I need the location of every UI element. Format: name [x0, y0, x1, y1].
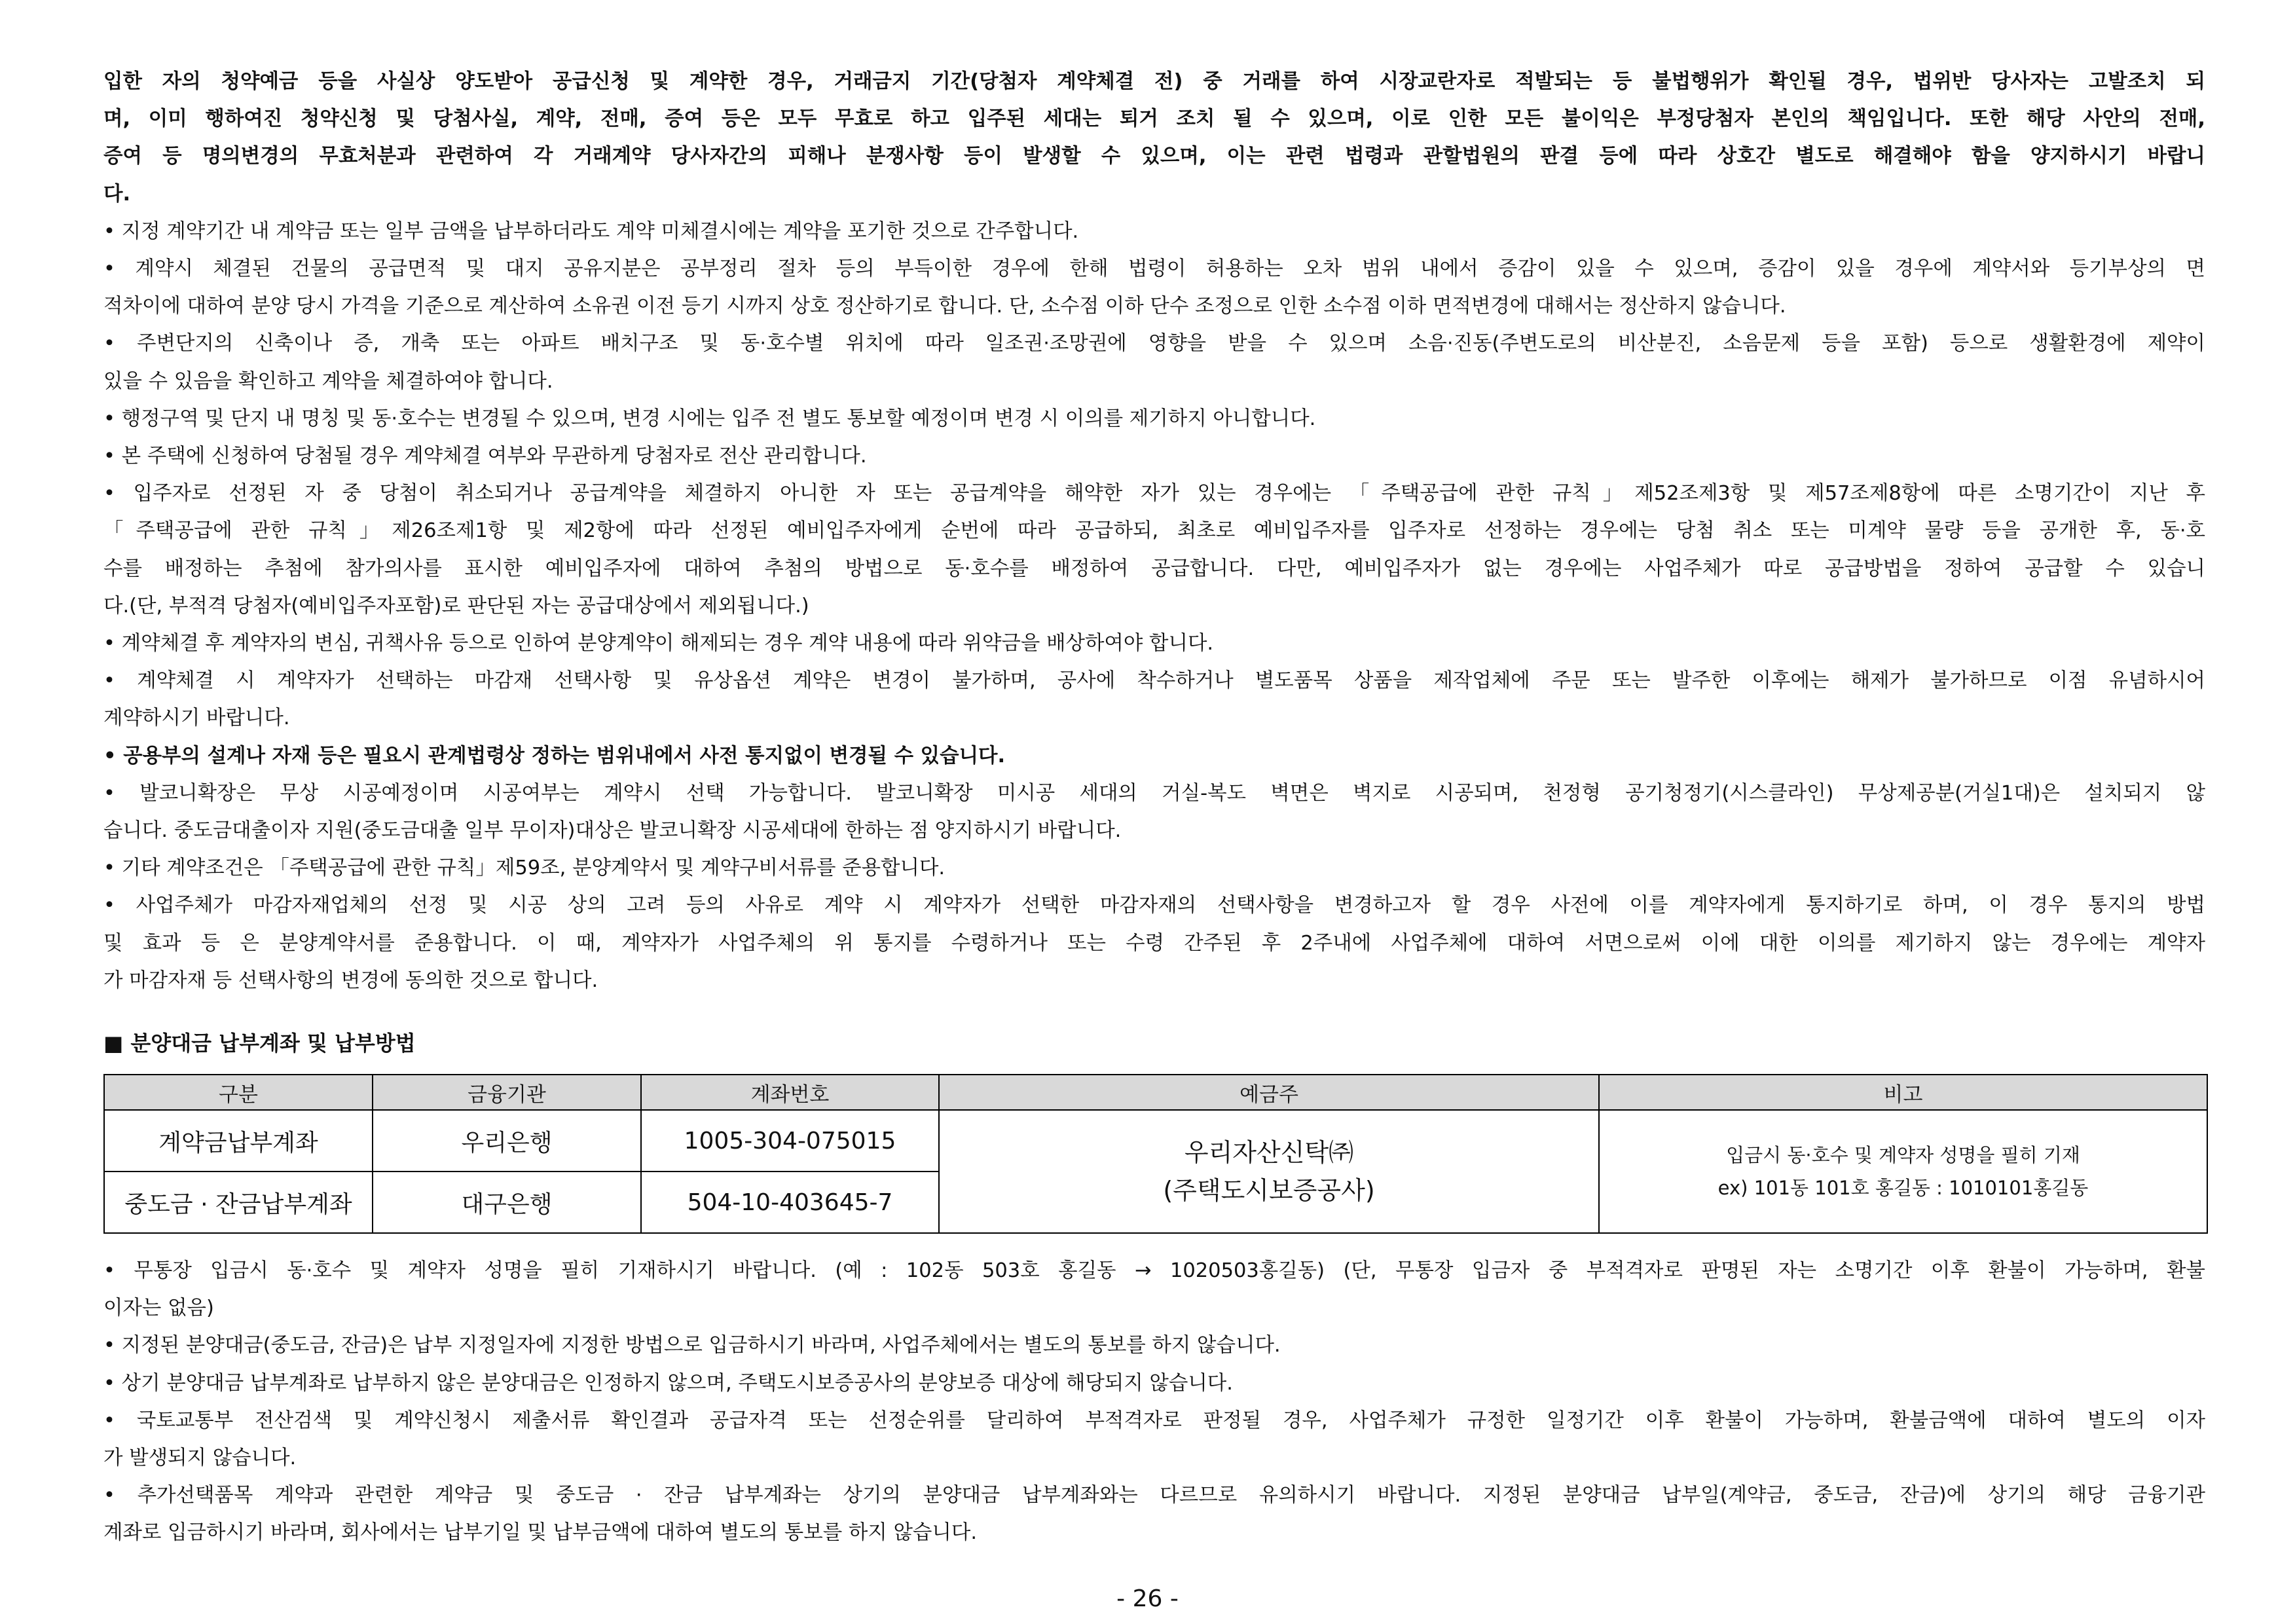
text-line: 있을 수 있음을 확인하고 계약을 체결하여야 합니다. — [103, 369, 553, 393]
header-payee: 예금주 — [939, 1075, 1599, 1110]
section-title: ■ 분양대금 납부계좌 및 납부방법 — [103, 1031, 416, 1056]
text-line: • 발코니확장은 무상 시공예정이며 시공여부는 계약시 선택 가능합니다. 발코니확장 미시공 세대의 거실-복도 벽면은 벽지로 시공되며, 천정형 공기청정기(시스클라인) 무상제공분(거실1대)은 설치되지 않 — [103, 781, 2205, 805]
text-line: 「주택공급에 관한 규칙」제26조제1항 및 제2항에 따라 선정된 예비입주자에게 순번에 따라 공급하되, 최초로 예비입주자를 입주자로 선정하는 경우에는 당첨 취소 또는 미계약 물량 등을 공개한 후, 동·호 — [103, 519, 2205, 543]
text-line: • 사업주체가 마감자재업체의 선정 및 시공 상의 고려 등의 사유로 계약 시 계약자가 선택한 마감자재의 선택사항을 변경하고자 할 경우 사전에 이를 계약자에게 통지하기로 하며, 이 경우 통지의 방법 — [103, 894, 2205, 917]
text-line: 수를 배정하는 추첨에 참가의사를 표시한 예비입주자에 대하여 추첨의 방법으로 동·호수를 배정하여 공급합니다. 다만, 예비입주자가 없는 경우에는 사업주체가 따로 공급방법을 정하여 공급할 수 있습니 — [103, 557, 2205, 580]
text-line: 입한 자의 청약예금 등을 사실상 양도받아 공급신청 및 계약한 경우, 거래금지 기간(당첨자 계약체결 전) 중 거래를 하여 시장교란자로 적발되는 등 불법행위가 확인될 경우, 법위반 당사자는 고발조치 되 — [103, 70, 2205, 93]
text-line: • 본 주택에 신청하여 당첨될 경우 계약체결 여부와 무관하게 당첨자로 전산 관리합니다. — [103, 445, 867, 468]
header-bank: 금융기관 — [373, 1075, 641, 1110]
text-line: 계약하시기 바랍니다. — [103, 707, 290, 730]
text-line: • 주변단지의 신축이나 증, 개축 또는 아파트 배치구조 및 동·호수별 위치에 따라 일조권·조망권에 영향을 받을 수 있으며 소음·진동(주변도로의 비산분진, 소음문제 등을 포함) 등으로 생활환경에 제약이 — [103, 332, 2205, 356]
text-line: 가 마감자재 등 선택사항의 변경에 동의한 것으로 합니다. — [103, 969, 598, 992]
text-line: 및 효과 등 은 분양계약서를 준용합니다. 이 때, 계약자가 사업주체의 위 통지를 수령하거나 또는 수령 간주된 후 2주내에 사업주체에 대하여 서면으로써 이에 대한 이의를 제기하지 않는 경우에는 계약자 — [103, 931, 2205, 955]
text-line: 증여 등 명의변경의 무효처분과 관련하여 각 거래계약 당사자간의 피해나 분쟁사항 등이 발생할 수 있으며, 이는 관련 법령과 관할법원의 판결 등에 따라 상호간 별도로 해결해야 함을 양지하시기 바랍니 — [103, 145, 2205, 168]
text-line: • 지정 계약기간 내 계약금 또는 일부 금액을 납부하더라도 계약 미체결시에는 계약을 포기한 것으로 간주합니다. — [103, 219, 1079, 243]
text-line: • 국토교통부 전산검색 및 계약신청시 제출서류 확인결과 공급자격 또는 선정순위를 달리하여 부적격자로 판정될 경우, 사업주체가 규정한 일정기간 이후 환불이 가능하며, 환불금액에 대하여 별도의 이자 — [103, 1409, 2205, 1432]
table-header-row — [104, 1075, 2207, 1110]
text-line: • 지정된 분양대금(중도금, 잔금)은 납부 지정일자에 지정한 방법으로 입금하시기 바라며, 사업주체에서는 별도의 통보를 하지 않습니다. — [103, 1334, 1281, 1357]
cell-bank: 우리은행 — [373, 1110, 641, 1172]
notice-body — [103, 63, 2205, 999]
text-line: • 계약시 체결된 건물의 공급면적 및 대지 공유지분은 공부정리 절차 등의 부득이한 경우에 한해 법령이 허용하는 오차 범위 내에서 증감이 있을 수 있으며, 증감이 있을 경우에 계약서와 등기부상의 면 — [103, 257, 2205, 281]
table-row — [104, 1110, 2207, 1172]
text-line: 다. — [103, 182, 131, 206]
note-example: ex) 101동 101호 홍길동 : 1010101홍길동 — [1717, 1177, 2089, 1199]
header-note: 비고 — [1599, 1075, 2207, 1110]
text-line: • 입주자로 선정된 자 중 당첨이 취소되거나 공급계약을 체결하지 아니한 자 또는 공급계약을 해약한 자가 있는 경우에는 「주택공급에 관한 규칙」제52조제3항 및 제57조제8항에 따른 소명기간이 지난 후 — [103, 482, 2205, 506]
text-line: 며, 이미 행하여진 청약신청 및 당첨사실, 계약, 전매, 증여 등은 모두 무효로 하고 입주된 세대는 퇴거 조치 될 수 있으며, 이로 인한 모든 불이익은 부정당첨자 본인의 책임입니다. 또한 해당 사안의 전매, — [103, 107, 2205, 131]
cell-bank: 대구은행 — [373, 1172, 641, 1233]
page-number: - 26 - — [1116, 1585, 1179, 1612]
payee-guarantor: (주택도시보증공사) — [1163, 1176, 1375, 1205]
text-line: 이자는 없음) — [103, 1297, 214, 1320]
text-line: • 추가선택품목 계약과 관련한 계약금 및 중도금 · 잔금 납부계좌는 상기의 분양대금 납부계좌와는 다르므로 유의하시기 바랍니다. 지정된 분양대금 납부일(계약금, 중도금, 잔금)에 상기의 해당 금융기관 — [103, 1484, 2205, 1507]
text-line: • 행정구역 및 단지 내 명칭 및 동·호수는 변경될 수 있으며, 변경 시에는 입주 전 별도 통보할 예정이며 변경 시 이의를 제기하지 아니합니다. — [103, 407, 1316, 430]
text-line: 계좌로 입금하시기 바라며, 회사에서는 납부기일 및 납부금액에 대하여 별도의 통보를 하지 않습니다. — [103, 1521, 978, 1545]
cell-payee — [939, 1110, 1599, 1233]
header-type: 구분 — [104, 1075, 373, 1110]
text-line: 가 발생되지 않습니다. — [103, 1447, 297, 1470]
text-line: 다.(단, 부적격 당첨자(예비입주자포함)로 판단된 자는 공급대상에서 제외됩니다.) — [103, 594, 809, 618]
text-line: 적차이에 대하여 분양 당시 가격을 기준으로 계산하여 소유권 이전 등기 시까지 상호 정산하기로 합니다. 단, 소수점 이하 단수 조정으로 인한 소수점 이하 면적변경에 대해서는 정산하지 않습니다. — [103, 295, 1786, 318]
payee-name: 우리자산신탁㈜ — [1184, 1138, 1354, 1167]
payment-notes — [103, 1252, 2205, 1552]
text-line: • 기타 계약조건은 「주택공급에 관한 규칙」제59조, 분양계약서 및 계약구비서류를 준용합니다. — [103, 857, 946, 880]
cell-account: 1005-304-075015 — [641, 1110, 939, 1172]
cell-note — [1599, 1110, 2207, 1233]
text-line: 습니다. 중도금대출이자 지원(중도금대출 일부 무이자)대상은 발코니확장 시공세대에 한하는 점 양지하시기 바랍니다. — [103, 819, 1122, 843]
cell-type: 계약금납부계좌 — [104, 1110, 373, 1172]
text-line: • 상기 분양대금 납부계좌로 납부하지 않은 분양대금은 인정하지 않으며, 주택도시보증공사의 분양보증 대상에 해당되지 않습니다. — [103, 1371, 1233, 1395]
note-instruction: 입금시 동·호수 및 계약자 성명을 필히 기재 — [1726, 1144, 2080, 1166]
text-line: • 공용부의 설계나 자재 등은 필요시 관계법령상 정하는 범위내에서 사전 통지없이 변경될 수 있습니다. — [103, 744, 1006, 767]
text-line: • 무통장 입금시 동·호수 및 계약자 성명을 필히 기재하시기 바랍니다. (예 : 102동 503호 홍길동 → 1020503홍길동) (단, 무통장 입금자 중 부적격자로 판명된 자는 소명기간 이후 환불이 가능하며, 환불 — [103, 1259, 2205, 1282]
cell-type: 중도금 · 잔금납부계좌 — [104, 1172, 373, 1233]
text-line: • 계약체결 후 계약자의 변심, 귀책사유 등으로 인하여 분양계약이 해제되는 경우 계약 내용에 따라 위약금을 배상하여야 합니다. — [103, 632, 1214, 655]
payment-account-table — [103, 1074, 2208, 1234]
header-account: 계좌번호 — [641, 1075, 939, 1110]
cell-account: 504-10-403645-7 — [641, 1172, 939, 1233]
text-line: • 계약체결 시 계약자가 선택하는 마감재 선택사항 및 유상옵션 계약은 변경이 불가하며, 공사에 착수하거나 별도품목 상품을 제작업체에 주문 또는 발주한 이후에는 해제가 불가하므로 이점 유념하시어 — [103, 669, 2205, 693]
